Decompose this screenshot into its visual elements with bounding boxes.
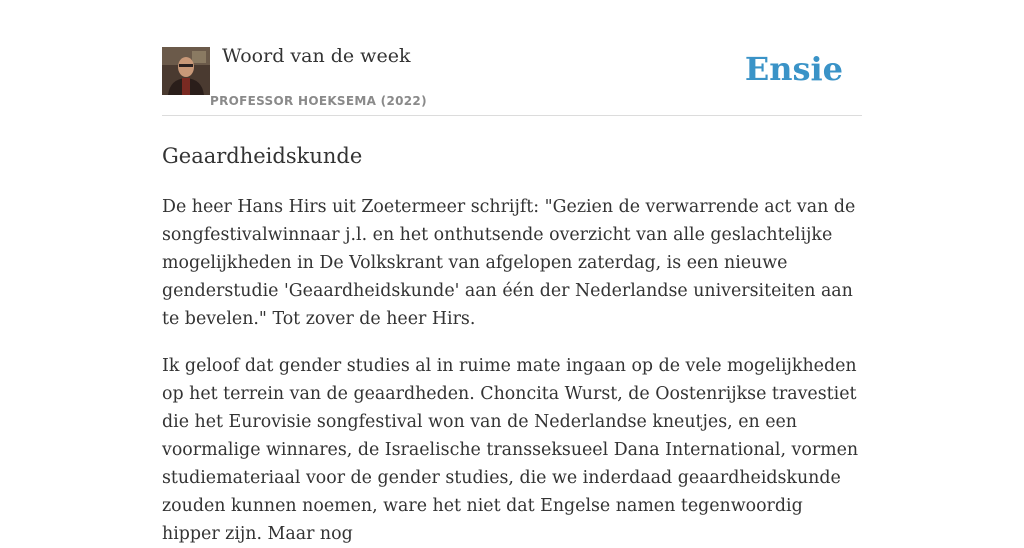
author-byline[interactable]: PROFESSOR HOEKSEMA (2022) [210, 94, 427, 108]
author-photo-icon [162, 47, 210, 95]
article-container [162, 0, 862, 548]
brand-logo[interactable]: Ensie [744, 50, 843, 88]
article-title: Geaardheidskunde [162, 144, 363, 168]
avatar[interactable] [162, 47, 210, 95]
section-title: Woord van de week [222, 45, 411, 67]
article-paragraph: Ik geloof dat gender studies al in ruime mate ingaan op de vele mogelijkheden op het terrein van de geaardheden. Choncita Wurst, de Oostenrijkse travestiet die het Eurovisie songfestival won van de Nederlandse kneutjes, en een voormalige winnares, de Israelische transseksueel Dana International, vormen studiemateriaal voor de gender studies, die we inderdaad geaardheidskunde zouden kunnen noemen, ware het niet dat Engelse namen tegenwoordig hipper zijn. Maar nog [162, 356, 859, 544]
article-header [162, 0, 862, 116]
article-paragraph: De heer Hans Hirs uit Zoetermeer schrijft: "Gezien de verwarrende act van de songfestivalwinnaar j.l. en het onthutsende overzicht van alle geslachtelijke mogelijkheden in De Volkskrant van afgelopen zaterdag, is een nieuwe genderstudie 'Geaardheidskunde' aan één der Nederlandse universiteiten aan te bevelen." Tot zover de heer Hirs. [162, 197, 856, 329]
